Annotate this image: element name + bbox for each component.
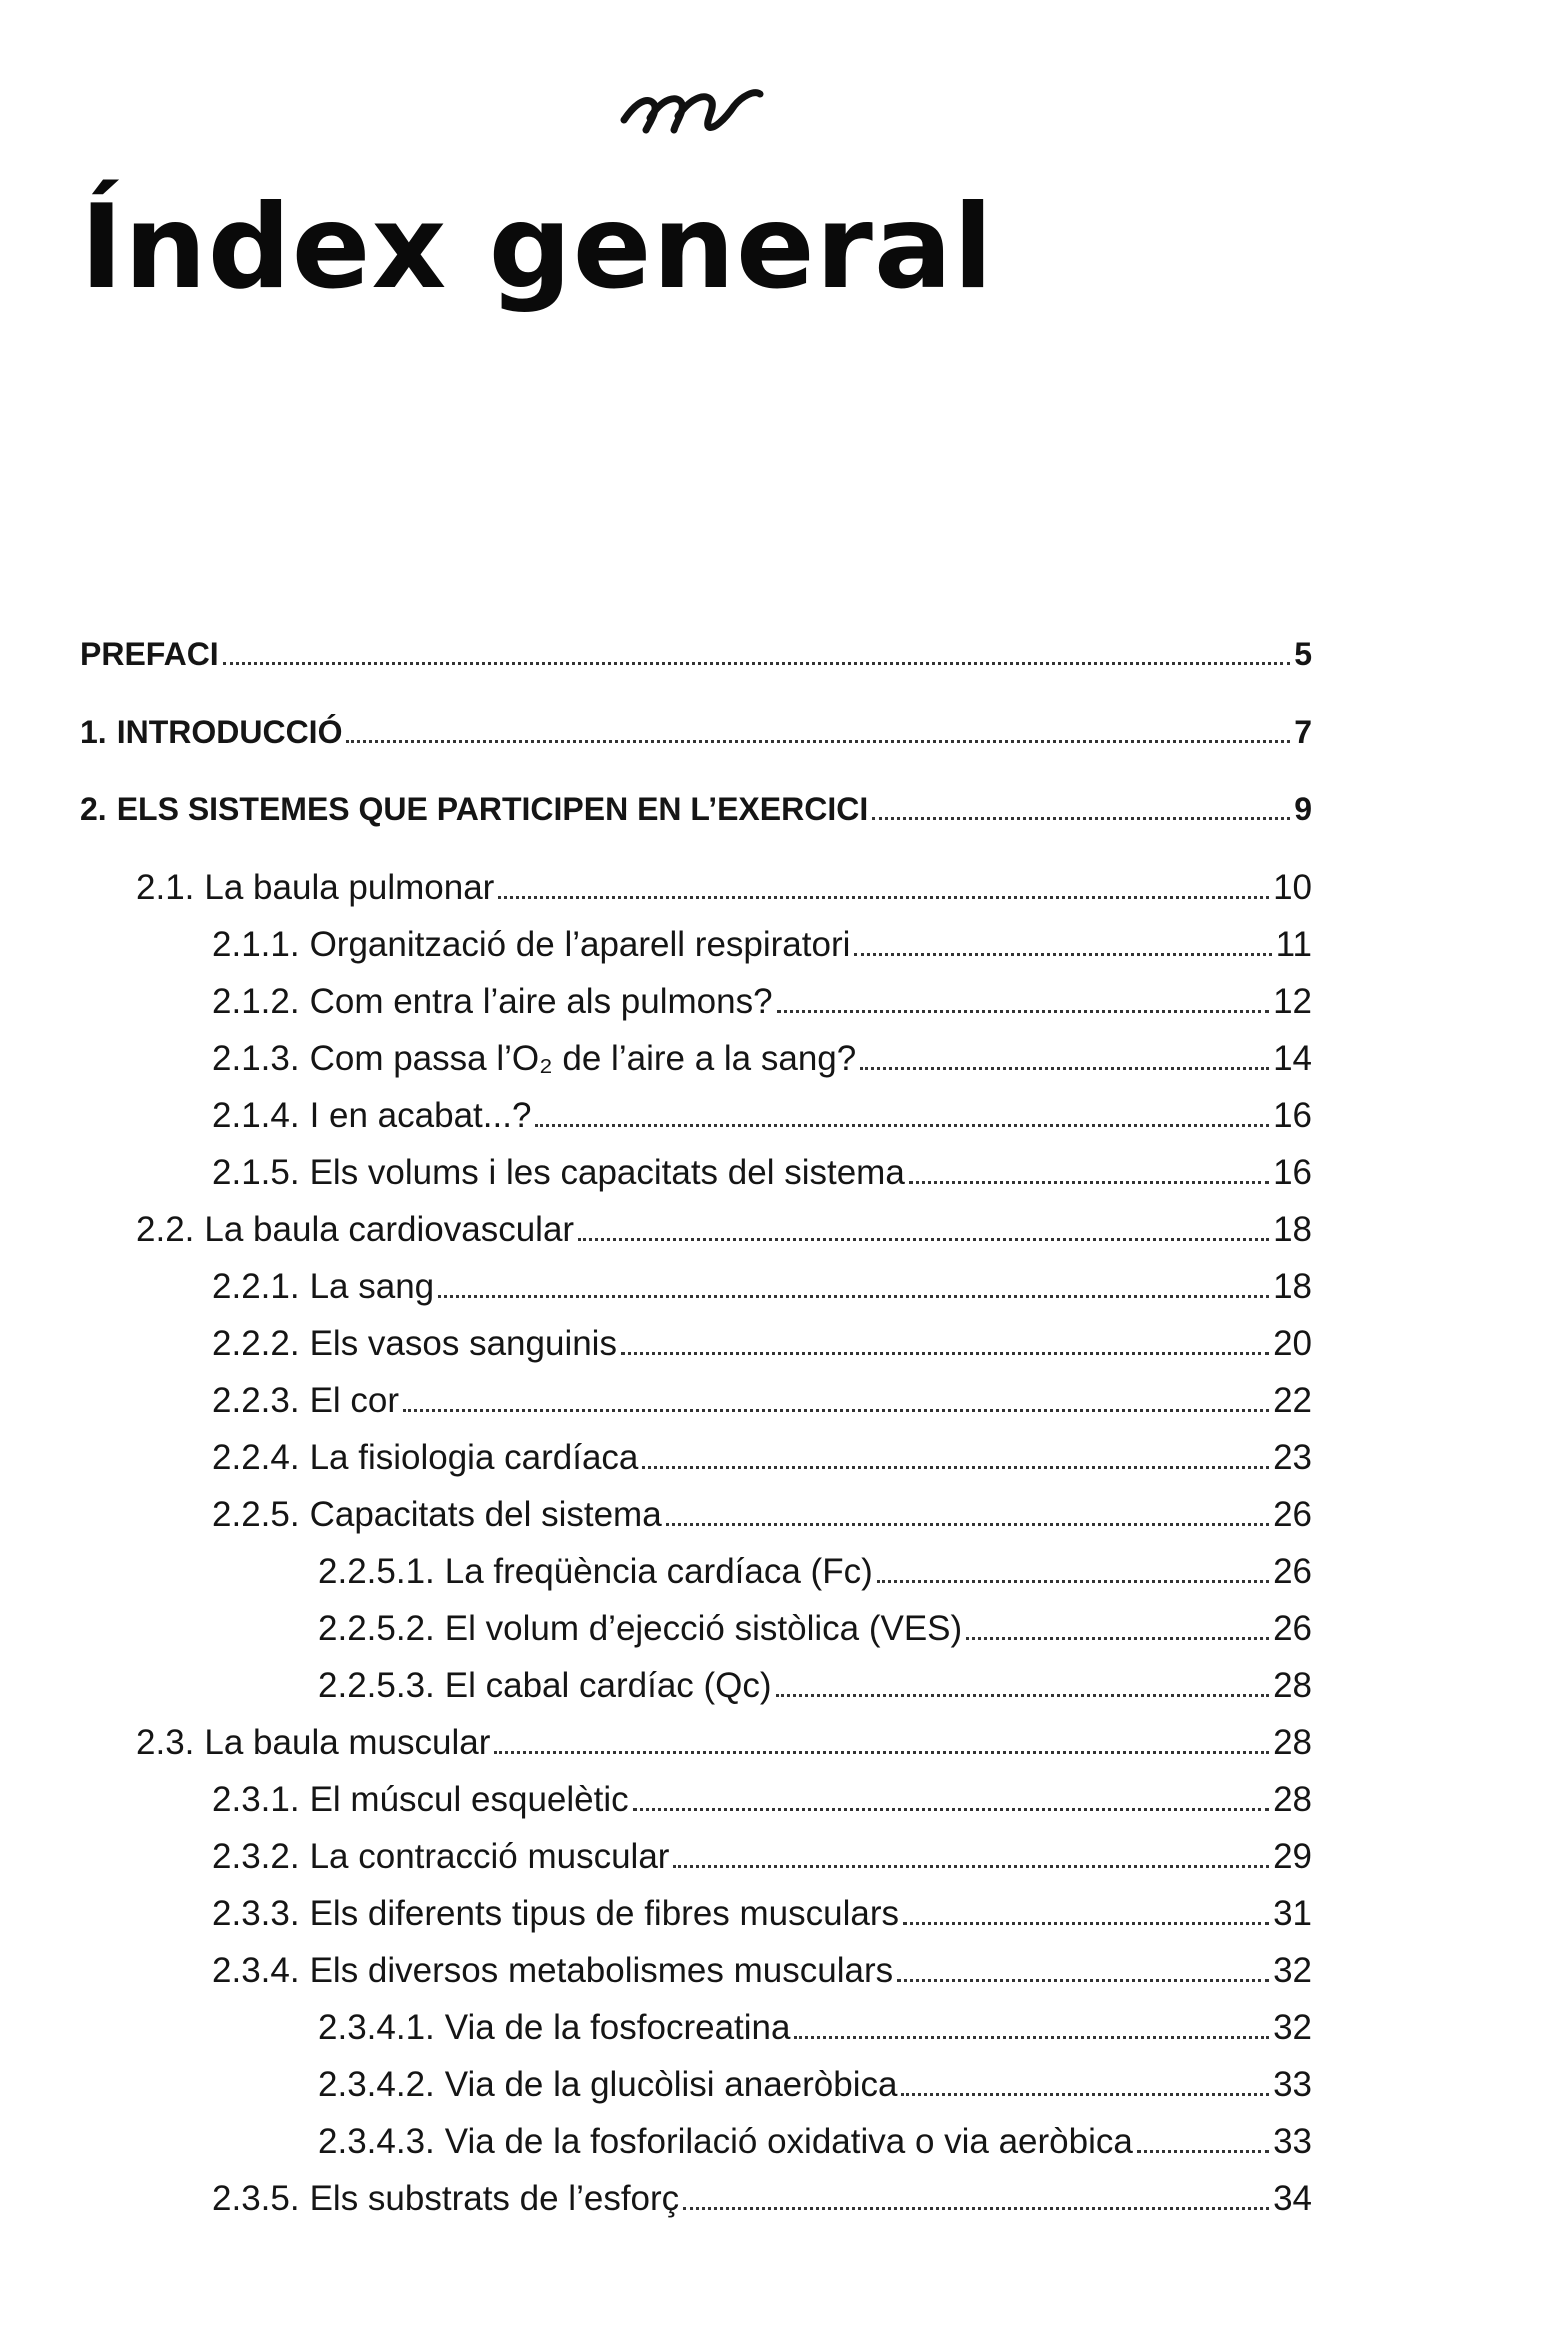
toc-entry xyxy=(212,1381,1312,1421)
toc-entry-page-number: 33 xyxy=(1273,2122,1312,2161)
dot-leader xyxy=(794,2036,1269,2039)
toc-entry-number: 2.3.4.3. xyxy=(318,2122,435,2161)
toc-entry-page-number: 7 xyxy=(1294,714,1312,750)
toc-entry-label: La baula muscular xyxy=(204,1723,491,1762)
toc-entry-page-number: 10 xyxy=(1273,868,1312,907)
toc-entry-number: 2.2.5.2. xyxy=(318,1609,435,1648)
toc-entry-page-number: 11 xyxy=(1275,925,1312,964)
toc-entry xyxy=(318,1609,1312,1649)
toc-entry-number: 2.3.1. xyxy=(212,1780,300,1819)
dot-leader xyxy=(673,1865,1269,1868)
toc-entry-number: 2.2.3. xyxy=(212,1381,300,1420)
toc-entry-page-number: 5 xyxy=(1294,636,1312,672)
toc-entry-page-number: 26 xyxy=(1273,1552,1312,1591)
dot-leader xyxy=(535,1124,1269,1127)
toc-entry xyxy=(318,2008,1312,2048)
dot-leader xyxy=(438,1295,1269,1298)
dot-leader xyxy=(909,1181,1269,1184)
toc-entry xyxy=(212,982,1312,1022)
dot-leader xyxy=(498,896,1269,899)
toc-entry-page-number: 31 xyxy=(1273,1894,1312,1933)
toc-entry-label: Com passa l’O₂ de l’aire a la sang? xyxy=(309,1039,857,1078)
toc-entry-label: Com entra l’aire als pulmons? xyxy=(309,982,773,1021)
toc-entry-label: Els vasos sanguinis xyxy=(309,1324,617,1363)
toc-entry-number: 2.2.5.3. xyxy=(318,1666,435,1705)
toc-entry-label: Via de la glucòlisi anaeròbica xyxy=(444,2065,898,2104)
toc-entry-number: 2.3. xyxy=(136,1723,195,1762)
dot-leader xyxy=(578,1238,1269,1241)
dot-leader xyxy=(901,2093,1269,2096)
toc-entry-number: 2. xyxy=(80,791,107,827)
toc-entry xyxy=(212,2179,1312,2219)
toc-entry xyxy=(212,1153,1312,1193)
toc-entry-page-number: 32 xyxy=(1273,2008,1312,2047)
toc-entry-page-number: 33 xyxy=(1273,2065,1312,2104)
dot-leader xyxy=(633,1808,1269,1811)
toc-entry-number: 2.3.4.2. xyxy=(318,2065,435,2104)
dot-leader xyxy=(877,1580,1269,1583)
toc-entry-number: 2.2.4. xyxy=(212,1438,300,1477)
toc-entry-number: 2.3.4. xyxy=(212,1951,300,1990)
dot-leader xyxy=(1137,2150,1269,2153)
toc-entry xyxy=(136,1723,1312,1763)
toc-entry-label: El cabal cardíac (Qc) xyxy=(444,1666,772,1705)
dot-leader xyxy=(346,740,1290,743)
dot-leader xyxy=(897,1979,1269,1982)
toc-entry-number: 2.1.5. xyxy=(212,1153,300,1192)
toc-entry-page-number: 28 xyxy=(1273,1780,1312,1819)
toc-entry-label: La sang xyxy=(309,1267,435,1306)
page-title: Índex general xyxy=(80,180,994,315)
toc-entry-label: Organització de l’aparell respiratori xyxy=(309,925,851,964)
dot-leader xyxy=(854,953,1271,956)
toc-entry-label: Els diferents tipus de fibres musculars xyxy=(309,1894,899,1933)
toc-entry xyxy=(136,868,1312,908)
toc-entry xyxy=(318,2122,1312,2162)
toc-entry xyxy=(136,1210,1312,1250)
toc-entry-number: 2.3.2. xyxy=(212,1837,300,1876)
toc-entry-label: La baula cardiovascular xyxy=(204,1210,575,1249)
toc-entry-number: 2.1. xyxy=(136,868,195,907)
dot-leader xyxy=(642,1466,1269,1469)
toc-entry-page-number: 26 xyxy=(1273,1495,1312,1534)
dot-leader xyxy=(666,1523,1269,1526)
toc-entry-page-number: 29 xyxy=(1273,1837,1312,1876)
toc-entry-label: ELS SISTEMES QUE PARTICIPEN EN L’EXERCICI xyxy=(116,791,869,827)
toc-entry-label: La freqüència cardíaca (Fc) xyxy=(444,1552,873,1591)
toc-entry-label: INTRODUCCIÓ xyxy=(116,714,343,750)
dot-leader xyxy=(403,1409,1269,1412)
toc-entry xyxy=(318,1666,1312,1706)
toc-entry-number: 2.1.2. xyxy=(212,982,300,1021)
toc-entry-page-number: 22 xyxy=(1273,1381,1312,1420)
toc-entry-label: La baula pulmonar xyxy=(204,868,495,907)
toc-entry-page-number: 16 xyxy=(1273,1096,1312,1135)
toc-entry-page-number: 16 xyxy=(1273,1153,1312,1192)
toc-entry xyxy=(212,1438,1312,1478)
toc-entry-page-number: 32 xyxy=(1273,1951,1312,1990)
toc-entry xyxy=(212,1039,1312,1079)
toc-entry xyxy=(318,2065,1312,2105)
toc-entry xyxy=(80,636,1312,673)
toc-entry-label: Els diversos metabolismes musculars xyxy=(309,1951,894,1990)
toc-entry-page-number: 28 xyxy=(1273,1723,1312,1762)
toc-entry xyxy=(212,1894,1312,1934)
dot-leader xyxy=(860,1067,1269,1070)
toc-entry xyxy=(80,791,1312,828)
publisher-logo-icon xyxy=(616,60,766,150)
toc-entry-number: 2.3.3. xyxy=(212,1894,300,1933)
toc-entry xyxy=(212,1780,1312,1820)
toc-entry xyxy=(212,925,1312,965)
toc-entry xyxy=(212,1324,1312,1364)
toc-entry-label: Via de la fosfocreatina xyxy=(444,2008,791,2047)
toc-entry-page-number: 12 xyxy=(1273,982,1312,1021)
dot-leader xyxy=(872,817,1290,820)
toc-entry-number: 2.3.4.1. xyxy=(318,2008,435,2047)
toc-entry-label: El cor xyxy=(309,1381,400,1420)
toc-entry xyxy=(212,1951,1312,1991)
toc-entry xyxy=(318,1552,1312,1592)
dot-leader xyxy=(903,1922,1269,1925)
toc-entry-page-number: 18 xyxy=(1273,1210,1312,1249)
toc-entry-page-number: 26 xyxy=(1273,1609,1312,1648)
toc-entry-number: 2.3.5. xyxy=(212,2179,300,2218)
toc-entry-number: 2.2. xyxy=(136,1210,195,1249)
toc-entry-label: I en acabat...? xyxy=(309,1096,532,1135)
toc-entry-label: La fisiologia cardíaca xyxy=(309,1438,639,1477)
toc-entry-number: 2.2.2. xyxy=(212,1324,300,1363)
toc-entry-page-number: 34 xyxy=(1273,2179,1312,2218)
toc-entry-page-number: 14 xyxy=(1273,1039,1312,1078)
toc-entry-number: 1. xyxy=(80,714,107,750)
dot-leader xyxy=(494,1751,1269,1754)
toc-entry-page-number: 20 xyxy=(1273,1324,1312,1363)
dot-leader xyxy=(683,2207,1269,2210)
toc-entry-label: El múscul esquelètic xyxy=(309,1780,629,1819)
toc-entry-page-number: 23 xyxy=(1273,1438,1312,1477)
toc-entry-label: Capacitats del sistema xyxy=(309,1495,662,1534)
toc-entry-number: 2.2.5. xyxy=(212,1495,300,1534)
dot-leader xyxy=(621,1352,1269,1355)
toc-entry-number: 2.1.3. xyxy=(212,1039,300,1078)
toc-entry-page-number: 9 xyxy=(1294,791,1312,827)
toc-entry-number: 2.2.1. xyxy=(212,1267,300,1306)
dot-leader xyxy=(223,662,1291,665)
toc-entry-label: El volum d’ejecció sistòlica (VES) xyxy=(444,1609,963,1648)
toc-entry-number: 2.1.4. xyxy=(212,1096,300,1135)
toc-entry-label: Via de la fosforilació oxidativa o via aeròbica xyxy=(444,2122,1133,2161)
toc-entry-label: PREFACI xyxy=(80,636,219,672)
toc-entry-page-number: 28 xyxy=(1273,1666,1312,1705)
toc-entry xyxy=(212,1495,1312,1535)
toc-entry xyxy=(80,714,1312,751)
toc-entry-label: La contracció muscular xyxy=(309,1837,670,1876)
toc-entry xyxy=(212,1267,1312,1307)
toc-entry-label: Els volums i les capacitats del sistema xyxy=(309,1153,905,1192)
toc-entry-label: Els substrats de l’esforç xyxy=(309,2179,680,2218)
dot-leader xyxy=(966,1637,1269,1640)
toc-entry xyxy=(212,1837,1312,1877)
toc-entry xyxy=(212,1096,1312,1136)
dot-leader xyxy=(776,1694,1270,1697)
dot-leader xyxy=(777,1010,1270,1013)
toc-entry-page-number: 18 xyxy=(1273,1267,1312,1306)
toc-entry-number: 2.2.5.1. xyxy=(318,1552,435,1591)
toc-entry-number: 2.1.1. xyxy=(212,925,300,964)
